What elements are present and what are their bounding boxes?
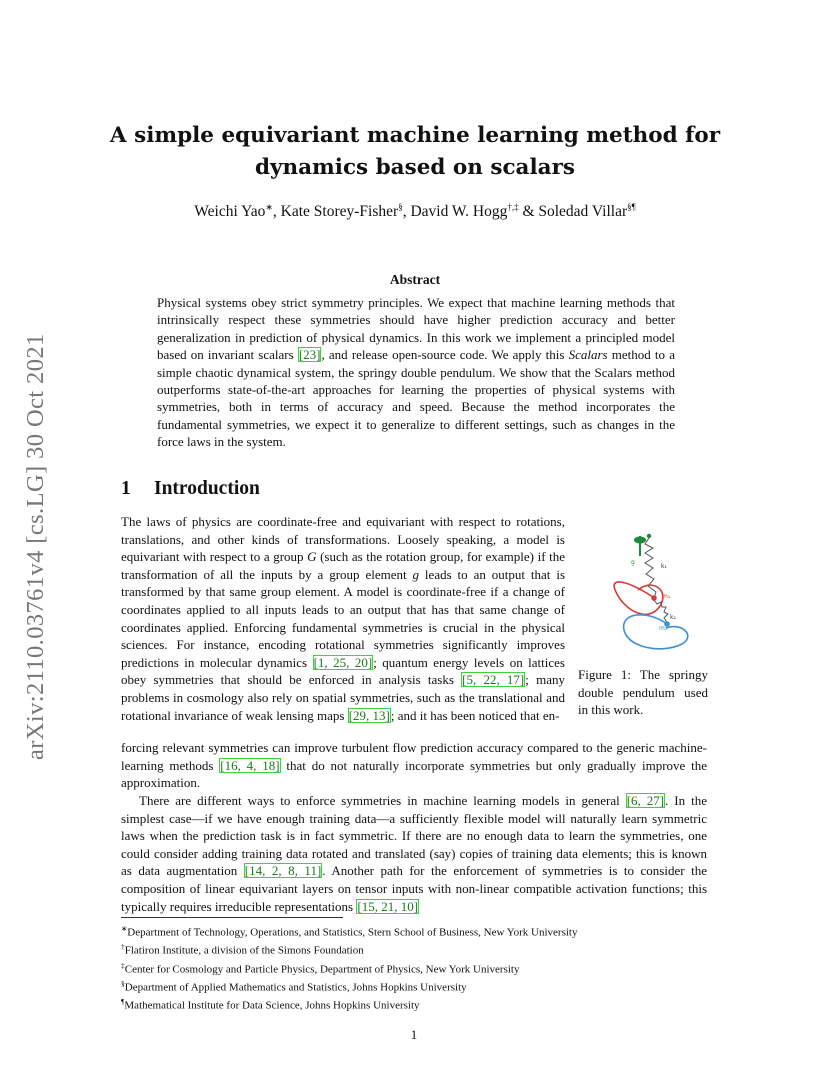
citation-link[interactable]: [15, 21, 10] xyxy=(357,898,419,914)
gravity-arrow-head xyxy=(634,537,646,544)
citation-link[interactable]: [6, 27] xyxy=(626,793,665,808)
abstract-text: Physical systems obey strict symmetry principles. We expect that machine learning methods that intrinsically respect these symmetries should have higher prediction accuracy and better generalization in prediction of physical dynamics. In this work we implement a principled model based on invariant scalars [23], and release open-source code. We apply this Scalars method to a simple chaotic dynamical system, the springy double pendulum. We show that the Scalars method outperforms state-of-the-art approaches for learning the properties of physical systems with symmetries, both in terms of accuracy and speed. Because the method incorporates the fundamental symmetries, we expect it to generalize to different settings, such as changes in the force laws in the system. xyxy=(157,295,675,450)
footnote-4: §Department of Applied Mathematics and Statistics, Johns Hopkins University xyxy=(121,979,467,994)
citation-link[interactable]: [29, 13] xyxy=(348,707,390,723)
spring-1-label: k₁ xyxy=(661,563,667,570)
footnote-5: ¶Mathematical Institute for Data Science, Johns Hopkins University xyxy=(121,997,420,1013)
spring-2-label: k₂ xyxy=(670,614,676,621)
author-4: & Soledad Villar§¶ xyxy=(522,202,636,221)
author-3: David W. Hogg†,‡ xyxy=(410,202,519,221)
springy-pendulum-figure xyxy=(578,528,710,658)
intro-paragraph-1-cont: forcing relevant symmetries can improve turbulent flow prediction accuracy compared to the generic machine-learning methods [16, 4, 18] that do not naturally incorporate symmetries but only gradually improve the approximation. xyxy=(121,740,707,791)
mass-1 xyxy=(651,595,657,601)
mass-2-trajectory xyxy=(624,615,688,649)
citation-link[interactable]: [5, 22, 17] xyxy=(462,672,525,688)
author-2: Kate Storey-Fisher§, xyxy=(280,202,411,221)
author-1: Weichi Yao∗, xyxy=(194,202,281,221)
footnote-1: ∗Department of Technology, Operations, and Statistics, Stern School of Business, New York University xyxy=(121,924,578,939)
pivot-point xyxy=(647,534,651,538)
section-heading: 1 Introduction xyxy=(121,478,260,499)
author-list xyxy=(120,202,710,221)
page-number: 1 xyxy=(410,1027,418,1042)
intro-paragraph-2: There are different ways to enforce symmetries in machine learning models in general [6, 27]. In the simplest case—if we have enough training data—a sufficiently flexible model will naturally learn symmetric laws when the prediction task is in fact symmetric. If there are no enough data to learn the symmetries, one could consider adding training data rotated and translated (say) copies of training data elements; this is known as data augmentation [14, 2, 8, 11]. Another path for the enforcement of symmetries is to consider the composition of linear equivariant layers on tensor inputs with non-linear compatible activation functions; this typically requires irreducible representations [15, 21, 10] xyxy=(121,793,707,914)
mass-1-label: m₁ xyxy=(662,593,671,600)
mass-2-label: m₂ xyxy=(659,625,668,632)
figure-caption: Figure 1: The springy double pendulum used in this work. xyxy=(578,667,708,718)
paper-title: A simple equivariant machine learning method for dynamics based on scalars xyxy=(109,123,721,180)
spring-1 xyxy=(645,538,656,598)
footnote-rule xyxy=(121,917,343,918)
citation-link[interactable]: [23] xyxy=(298,347,321,363)
gravity-label: g xyxy=(631,559,635,566)
footnote-3: ‡Center for Cosmology and Particle Physics, Department of Physics, New York University xyxy=(121,960,520,976)
abstract-heading: Abstract xyxy=(389,272,441,287)
footnotes xyxy=(121,922,707,1014)
citation-link[interactable]: [1, 25, 20] xyxy=(313,654,373,670)
intro-paragraph-1: The laws of physics are coordinate-free and equivariant with respect to rotations, translations, and other kinds of transformations. Loosely speaking, a model is equivariant with respect to a group G (such as the rotation group, for example) if the transformation of all the inputs by a group element g leads to an output that is transformed by that same group element. A model is coordinate-free if a change of coordinates applied to all inputs leads to an output that has that same change of coordinates applied. Enforcing fundamental symmetries is crucial in the physical sciences. For instance, encoding rotational symmetries significantly improves predictions in molecular dynamics [1, 25, 20]; quantum energy levels on lattices obey symmetries that should be enforced in analysis tasks [5, 22, 17]; many problems in cosmology also rely on spatial symmetries, such as the translational and rotational invariance of weak lensing maps [29, 13]; and it has been noticed that en- xyxy=(121,514,566,723)
citation-link[interactable]: [16, 4, 18] xyxy=(220,757,280,773)
citation-link[interactable]: [14, 2, 8, 11] xyxy=(244,863,322,879)
arxiv-identifier: arXiv:2110.03761v4 [cs.LG] 30 Oct 2021 xyxy=(22,333,49,760)
footnote-2: †Flatiron Institute, a division of the Simons Foundation xyxy=(121,942,364,958)
